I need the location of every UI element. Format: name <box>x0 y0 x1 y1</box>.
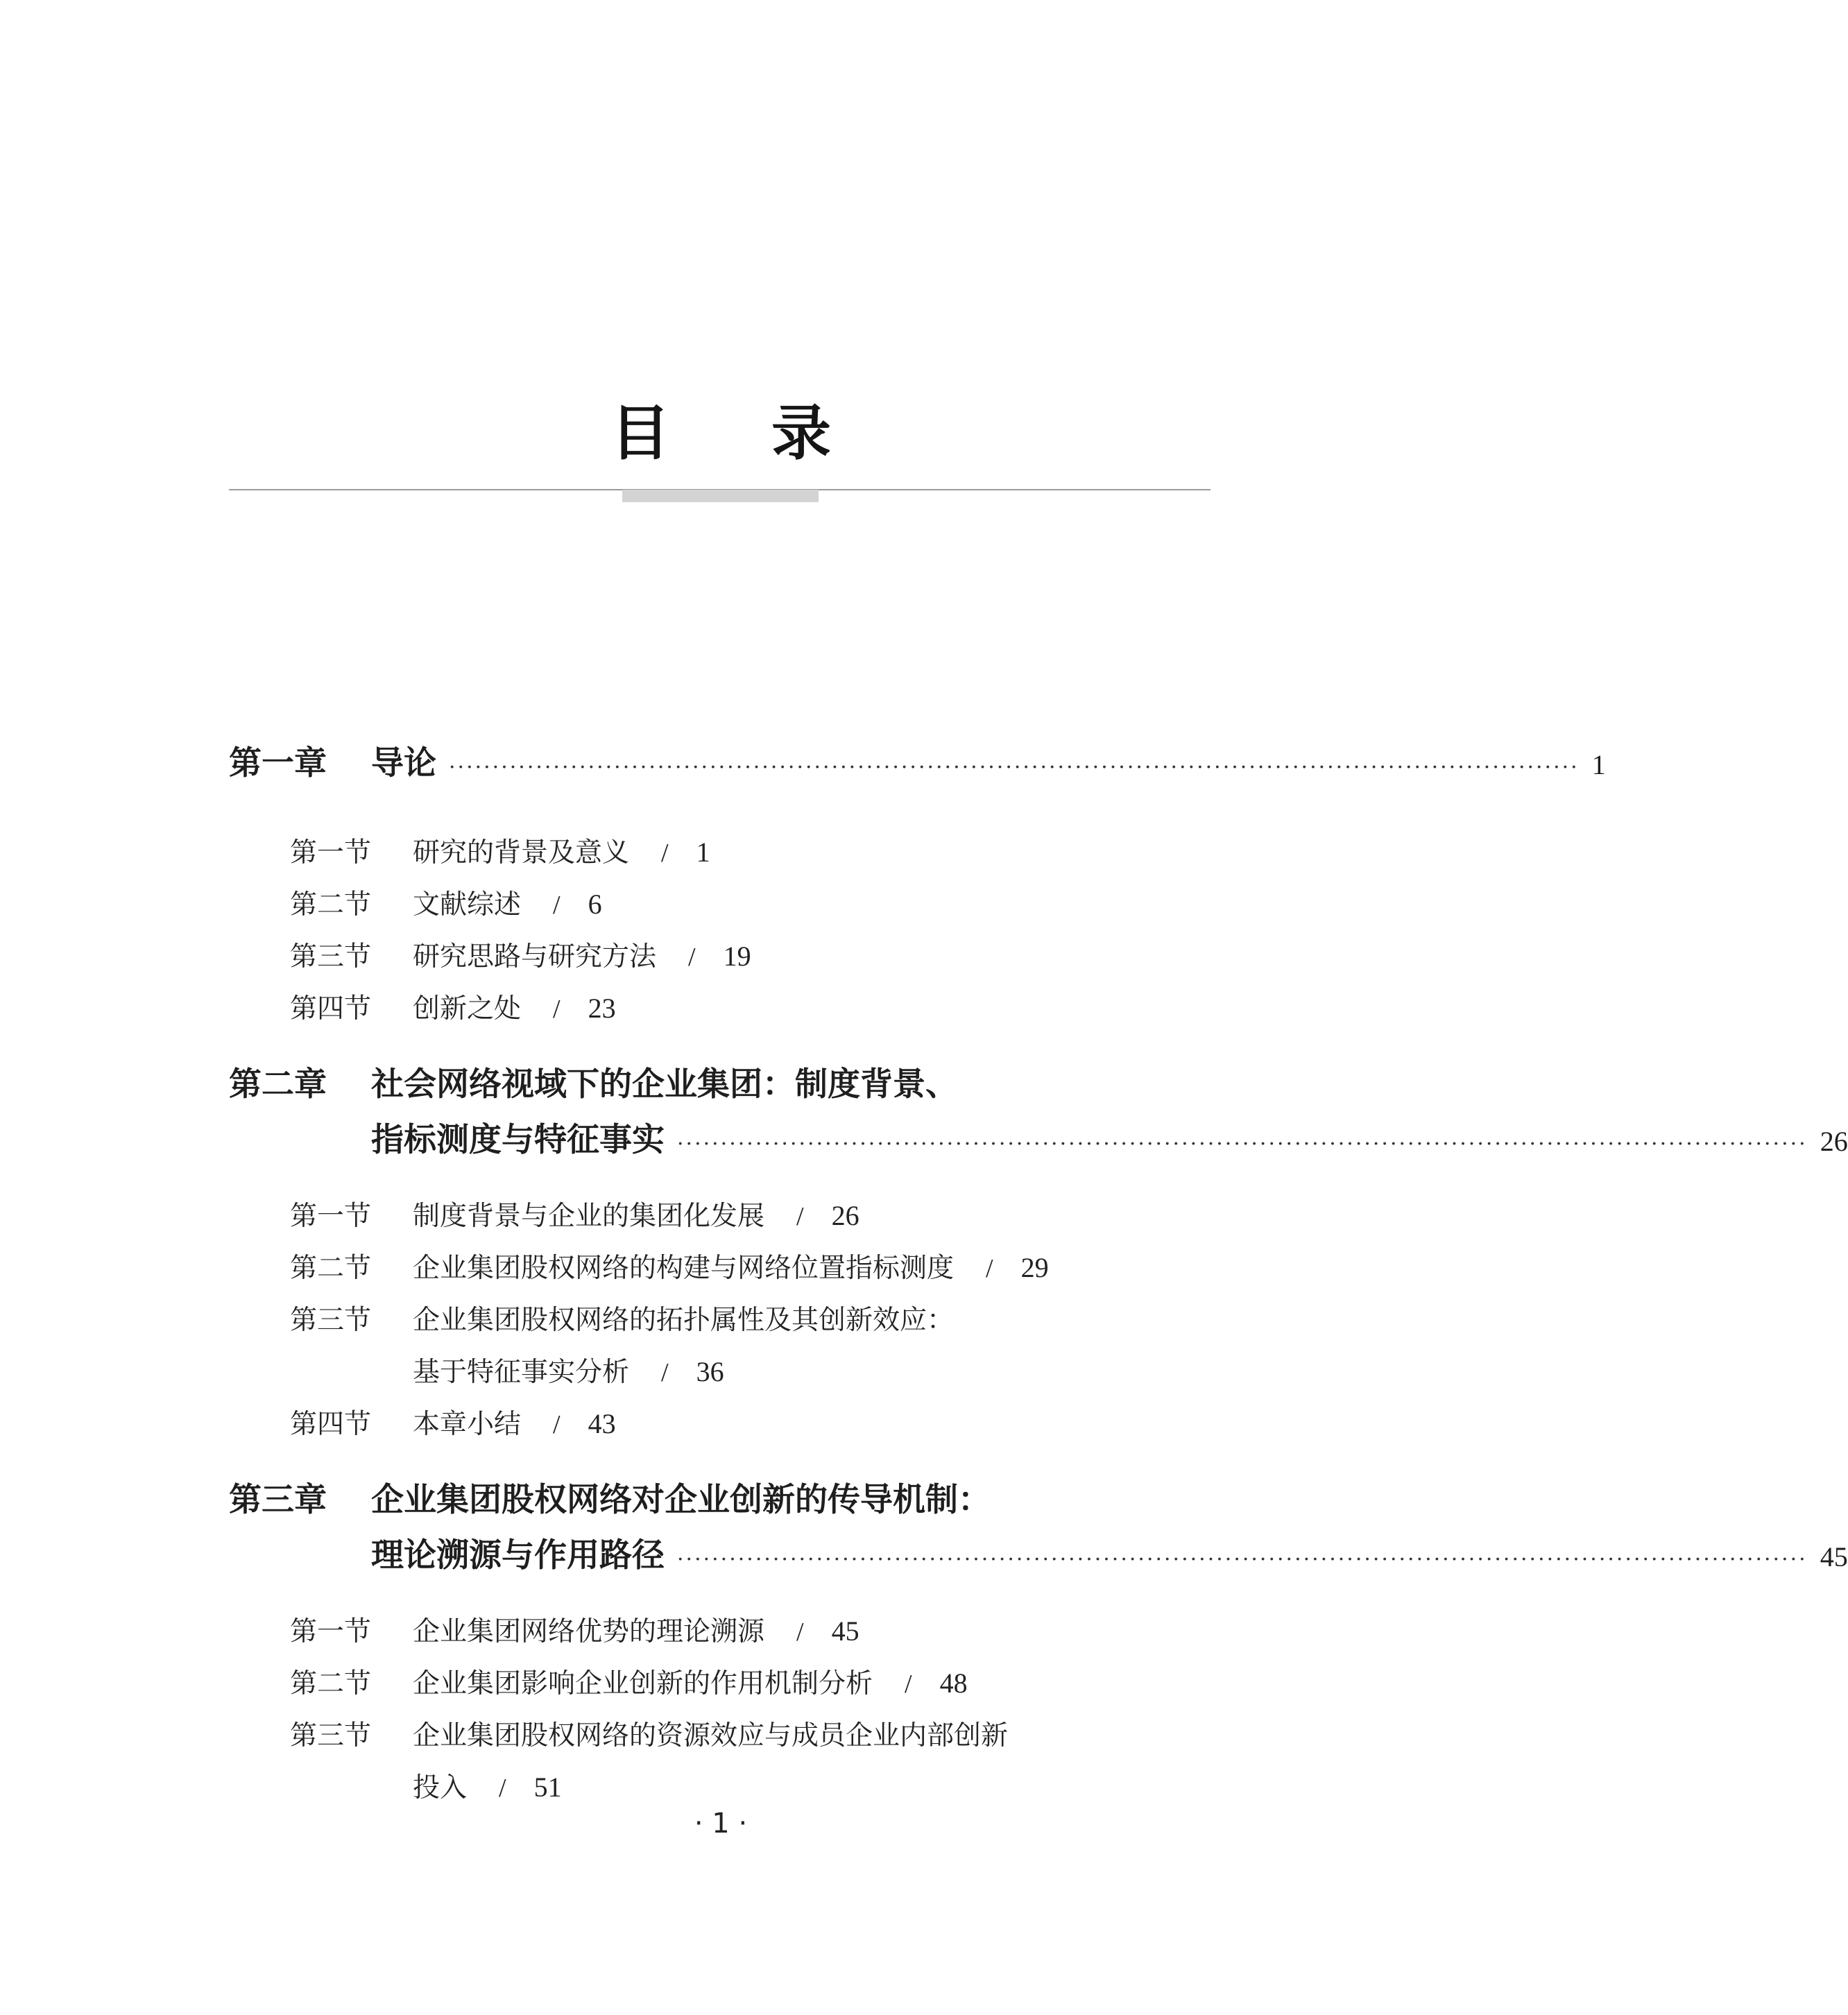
section-title: 创新之处 <box>413 993 522 1024</box>
page-separator: / <box>661 1358 669 1387</box>
toc-chapter-3[interactable] <box>229 1474 1210 1523</box>
page-number: · 1 · <box>694 1808 748 1840</box>
chapter-title-line-2: 指标测度与特征事实 <box>371 1121 665 1159</box>
section-page: 36 <box>696 1356 724 1387</box>
section-number: 第一节 <box>290 1201 372 1232</box>
toc-chapter-1[interactable] <box>229 737 1606 786</box>
dot-leader: ·································································································································· <box>677 1132 1808 1156</box>
toc-chapter-2[interactable] <box>229 1058 1210 1107</box>
toc-section[interactable] <box>290 1662 968 1704</box>
page-separator: / <box>905 1670 912 1699</box>
section-number: 第二节 <box>290 889 372 920</box>
chapter-number: 第一章 <box>229 744 327 782</box>
section-number: 第四节 <box>290 993 372 1024</box>
toc-section-continued[interactable] <box>413 1351 724 1392</box>
chapter-page: 1 <box>1591 749 1606 780</box>
section-number: 第一节 <box>290 837 372 868</box>
chapter-title-line-2: 理论溯源与作用路径 <box>371 1536 665 1575</box>
page-separator: / <box>796 1618 804 1647</box>
section-page: 45 <box>831 1615 859 1647</box>
section-page: 43 <box>588 1408 616 1439</box>
section-number: 第四节 <box>290 1409 372 1440</box>
page-separator: / <box>553 1410 561 1439</box>
toc-chapter-2-continued[interactable] <box>371 1114 1848 1163</box>
section-title-line-1: 企业集团股权网络的拓扑属性及其创新效应： <box>413 1305 955 1336</box>
toc-section[interactable] <box>290 1298 954 1340</box>
section-page: 26 <box>831 1200 859 1231</box>
toc-section[interactable] <box>290 883 602 925</box>
page-separator: / <box>796 1202 804 1231</box>
toc-section[interactable] <box>290 1403 616 1444</box>
toc-section[interactable] <box>290 1610 859 1652</box>
section-title: 研究思路与研究方法 <box>413 941 657 972</box>
toc-section[interactable] <box>290 987 616 1029</box>
page-separator: / <box>499 1774 506 1803</box>
chapter-page: 26 <box>1820 1126 1848 1157</box>
section-page: 29 <box>1020 1252 1049 1283</box>
toc-section[interactable] <box>290 1246 1049 1288</box>
section-title-line-2: 基于特征事实分析 <box>413 1357 630 1388</box>
page-separator: / <box>661 839 669 868</box>
page-separator: / <box>553 891 561 920</box>
title-underline-bar <box>622 490 819 502</box>
chapter-title-line-1: 企业集团股权网络对企业创新的传导机制： <box>371 1481 991 1519</box>
toc-section[interactable] <box>290 1714 1008 1756</box>
section-number: 第三节 <box>290 1305 372 1336</box>
section-title: 本章小结 <box>413 1409 522 1440</box>
toc-section-continued[interactable] <box>413 1766 562 1808</box>
toc-section[interactable] <box>290 831 710 873</box>
chapter-number: 第二章 <box>229 1065 327 1104</box>
section-title: 企业集团网络优势的理论溯源 <box>413 1616 765 1647</box>
section-title: 研究的背景及意义 <box>413 837 630 868</box>
dot-leader: ·································································································································· <box>677 1547 1808 1572</box>
section-page: 1 <box>696 837 710 868</box>
section-number: 第二节 <box>290 1668 372 1699</box>
page-separator: / <box>986 1254 993 1283</box>
chapter-title-line-1: 社会网络视域下的企业集团：制度背景、 <box>371 1065 958 1104</box>
section-page: 51 <box>533 1772 562 1803</box>
section-title-line-2: 投入 <box>413 1772 468 1803</box>
toc-section[interactable] <box>290 1194 859 1236</box>
section-title-line-1: 企业集团股权网络的资源效应与成员企业内部创新 <box>413 1720 1009 1751</box>
section-number: 第三节 <box>290 941 372 972</box>
chapter-title: 导论 <box>371 744 436 782</box>
chapter-number: 第三章 <box>229 1481 327 1519</box>
section-title: 文献综述 <box>413 889 522 920</box>
section-number: 第一节 <box>290 1616 372 1647</box>
section-title: 企业集团影响企业创新的作用机制分析 <box>413 1668 873 1699</box>
section-number: 第三节 <box>290 1720 372 1751</box>
page-separator: / <box>688 943 696 972</box>
section-page: 23 <box>588 993 616 1024</box>
page-title: 目 录 <box>610 399 871 468</box>
section-number: 第二节 <box>290 1253 372 1284</box>
section-title: 制度背景与企业的集团化发展 <box>413 1201 765 1232</box>
toc-section[interactable] <box>290 935 751 977</box>
section-page: 6 <box>588 889 602 920</box>
section-page: 48 <box>939 1667 968 1699</box>
page-separator: / <box>553 995 561 1024</box>
section-title: 企业集团股权网络的构建与网络位置指标测度 <box>413 1253 955 1284</box>
dot-leader: ·································································································································· <box>449 755 1580 780</box>
toc-chapter-3-continued[interactable] <box>371 1529 1848 1578</box>
chapter-page: 45 <box>1820 1541 1848 1572</box>
section-page: 19 <box>723 941 751 972</box>
